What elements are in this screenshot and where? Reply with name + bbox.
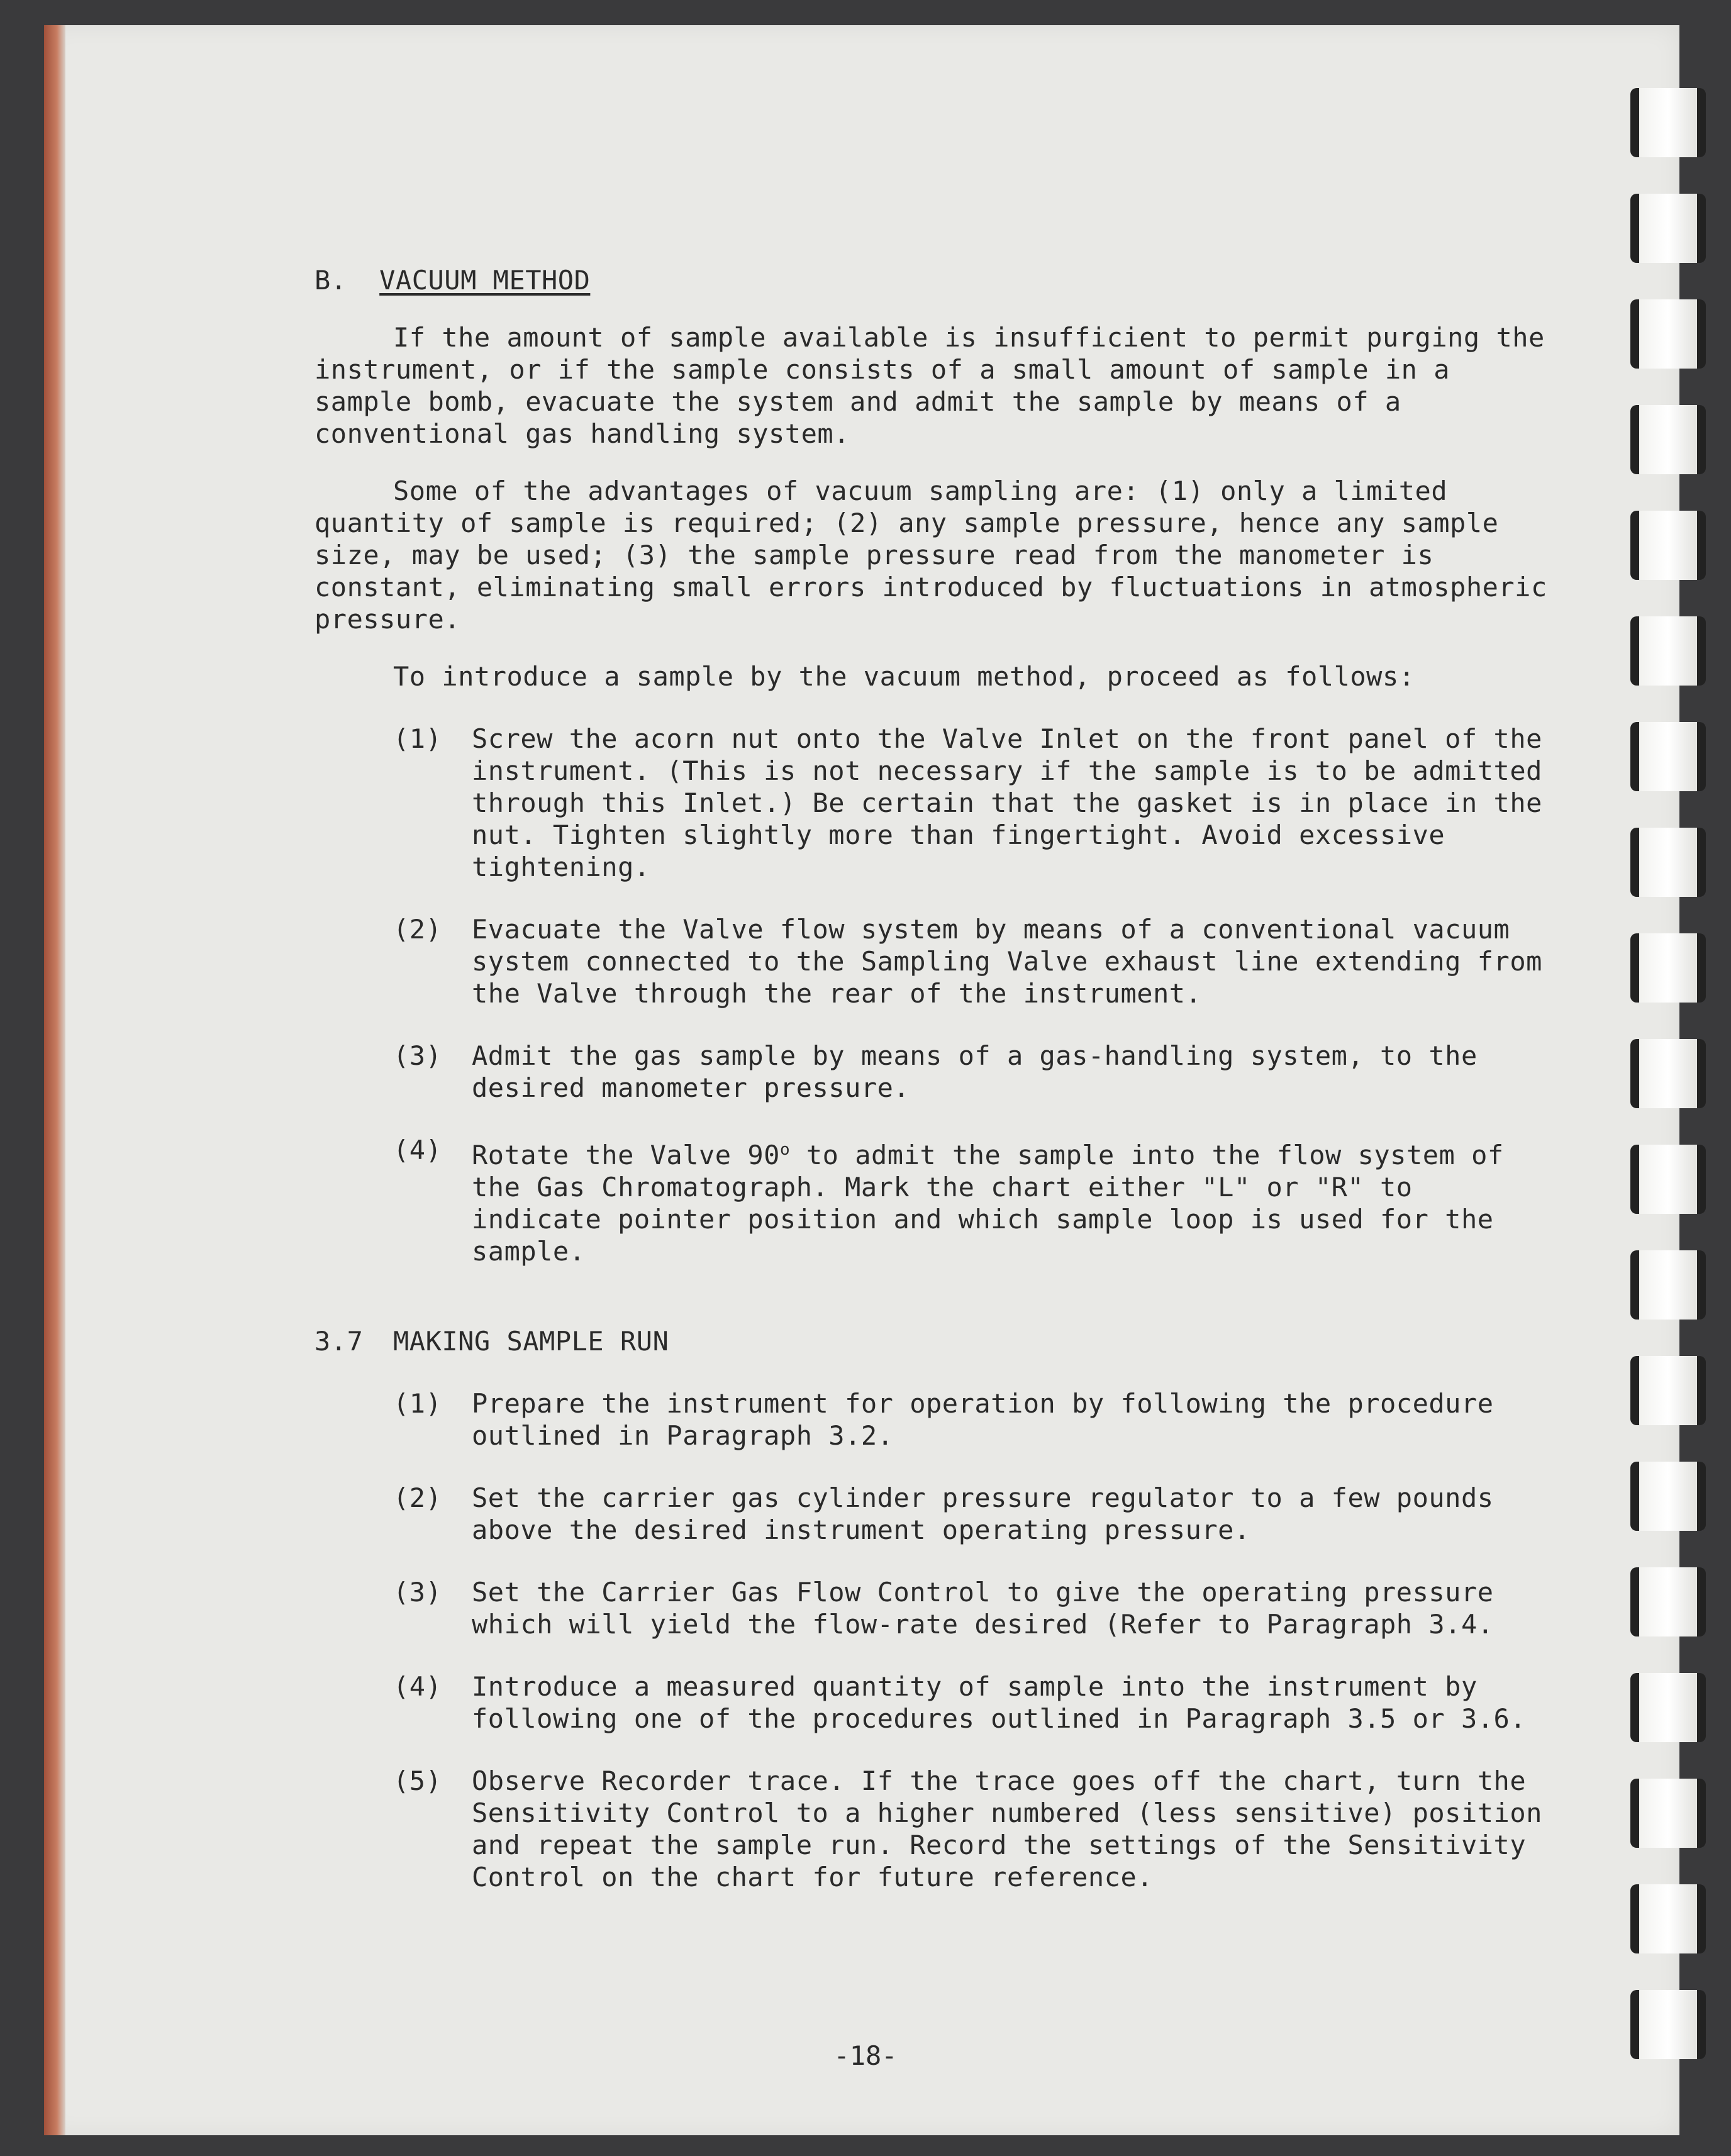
binding-ring: [1630, 511, 1706, 580]
degree-superscript: o: [779, 1140, 791, 1159]
paragraph: If the amount of sample available is insufficient to permit purging the instrument, or if the sample consists of a small amount of sample in a sample bomb, evacuate the system and admit the sample by means of a conventional gas handling system.: [314, 322, 1545, 449]
list-number: (4): [393, 1671, 442, 1702]
page-edge: [44, 25, 65, 2135]
list-text: Admit the gas sample by means of a gas-handling system, to the desired manometer pressure.: [472, 1040, 1478, 1103]
list-number: (1): [393, 1388, 442, 1419]
binding-ring: [1630, 1356, 1706, 1425]
list-text: Set the carrier gas cylinder pressure regulator to a few pounds above the desired instrument operating pressure.: [472, 1482, 1494, 1545]
list-text-part: Rotate the Valve 90: [472, 1140, 780, 1170]
binding-ring: [1630, 405, 1706, 474]
list-item: [314, 1670, 1547, 1735]
list-number: (5): [393, 1765, 442, 1796]
page-content: [314, 264, 1547, 1893]
binding-ring: [1630, 1779, 1706, 1848]
binding-ring: [1630, 933, 1706, 1003]
list-text: Observe Recorder trace. If the trace goes off the chart, turn the Sensitivity Control to a higher numbered (less sensitive) position and repeat the sample run. Record the settings of the Sensitivity Control on the chart for future reference.: [472, 1765, 1542, 1892]
list-number: (2): [393, 1482, 442, 1513]
section-heading-3-7: [314, 1325, 1547, 1357]
list-text: Set the Carrier Gas Flow Control to give the operating pressure which will yield the flow-rate desired (Refer to Paragraph 3.4.: [472, 1577, 1494, 1640]
binding-ring: [1630, 194, 1706, 263]
paragraph: To introduce a sample by the vacuum method, proceed as follows:: [393, 661, 1415, 692]
section-title: MAKING SAMPLE RUN: [393, 1326, 669, 1357]
binding-ring: [1630, 1673, 1706, 1742]
list-item: [314, 1040, 1547, 1104]
binding-ring: [1630, 1145, 1706, 1214]
list-number: (3): [393, 1040, 442, 1071]
section-letter: B.: [314, 265, 347, 296]
list-item: [314, 1576, 1547, 1640]
paragraph: Some of the advantages of vacuum sampling are: (1) only a limited quantity of sample is required; (2) any sample pressure, hence any sample size, may be used; (3) the sample pressure read from the manometer is constant, eliminating small errors introduced by fluctuations in atmospheric pressure.: [314, 475, 1547, 635]
list-text: Screw the acorn nut onto the Valve Inlet on the front panel of the instrument. (This is not necessary if the sample is to be admitted through this Inlet.) Be certain that the gasket is in place in the nut. Tighten slightly more than fingertight. Avoid excessive tightening.: [472, 723, 1542, 882]
binding-ring: [1630, 1884, 1706, 1953]
list-number: (4): [393, 1135, 442, 1165]
binding-ring: [1630, 828, 1706, 897]
spiral-binding: [1630, 25, 1706, 2135]
list-text: [472, 1134, 1547, 1267]
section-number: 3.7: [314, 1326, 364, 1357]
list-text: Prepare the instrument for operation by following the procedure outlined in Paragraph 3.2.: [472, 1388, 1494, 1451]
section-title: VACUUM METHOD: [379, 265, 591, 296]
binding-ring: [1630, 1567, 1706, 1636]
list-text: Evacuate the Valve flow system by means of a conventional vacuum system connected to the Sampling Valve exhaust line extending from the Valve through the rear of the instrument.: [472, 914, 1542, 1009]
binding-ring: [1630, 1462, 1706, 1531]
binding-ring: [1630, 88, 1706, 157]
list-number: (2): [393, 914, 442, 945]
list-text: Introduce a measured quantity of sample into the instrument by following one of the procedures outlined in Paragraph 3.5 or 3.6.: [472, 1671, 1527, 1734]
page-number: -18-: [833, 2040, 898, 2071]
binding-ring: [1630, 1250, 1706, 1320]
list-number: (3): [393, 1577, 442, 1608]
list-item: [314, 1482, 1547, 1546]
binding-ring: [1630, 299, 1706, 369]
list-text-part: to admit the sample into the flow system of the Gas Chromatograph. Mark the chart either "L" or "R" to indicate pointer position and which sample loop is used for the sample.: [472, 1140, 1504, 1267]
list-item: [314, 1765, 1547, 1893]
list-number: (1): [393, 723, 442, 754]
binding-ring: [1630, 1039, 1706, 1108]
binding-ring: [1630, 722, 1706, 791]
list-item: [314, 723, 1547, 883]
list-item: [314, 1134, 1547, 1267]
section-heading-b: [314, 264, 1547, 296]
list-item: [314, 1387, 1547, 1452]
list-item: [314, 913, 1547, 1009]
binding-ring: [1630, 616, 1706, 686]
